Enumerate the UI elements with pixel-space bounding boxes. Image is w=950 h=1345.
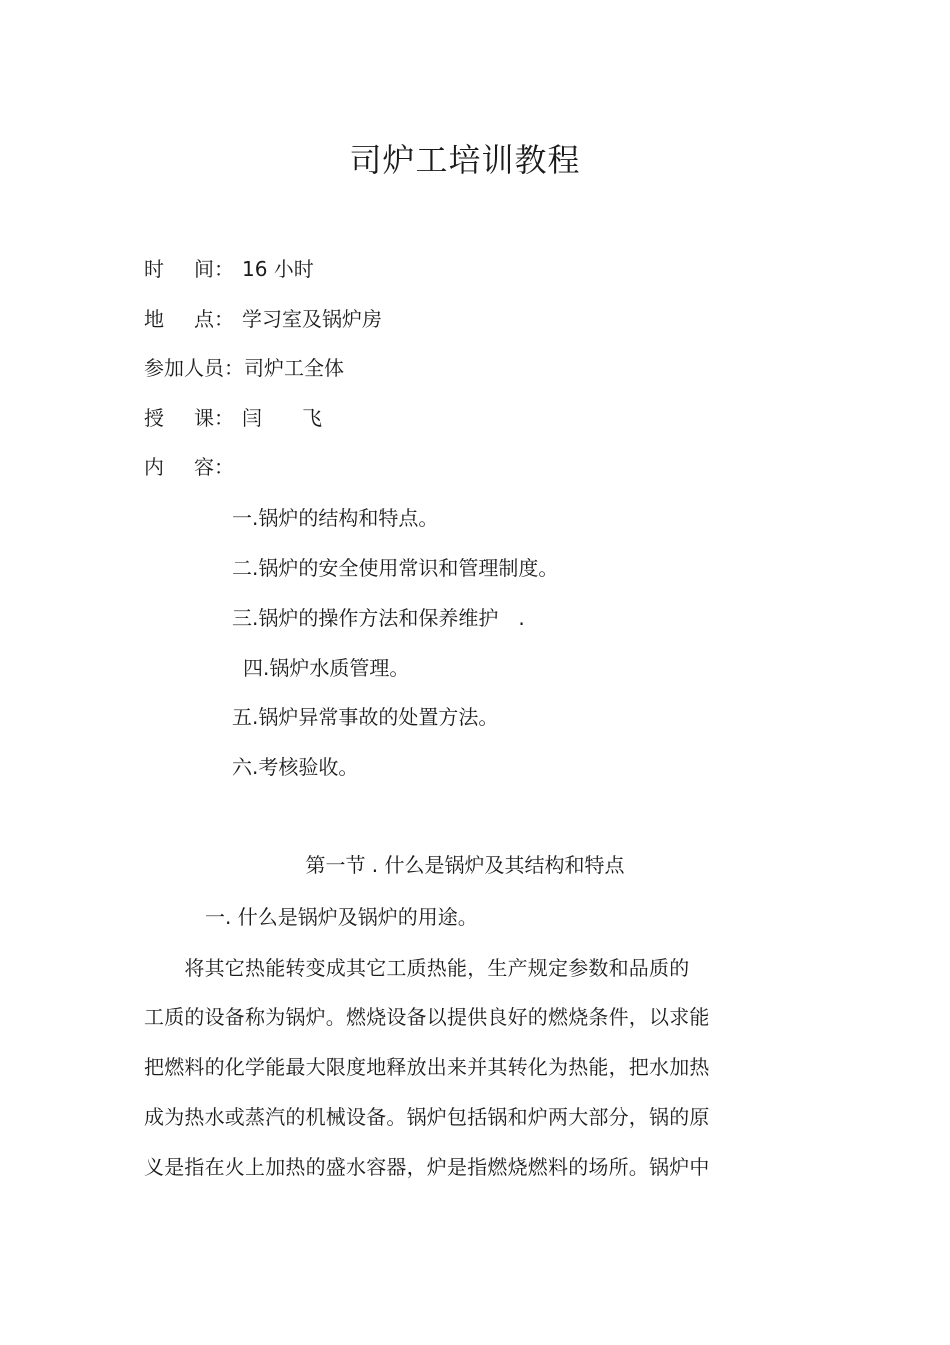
toc-item-3: 三.锅炉的操作方法和保养维护 .: [232, 606, 525, 630]
subheading: 一. 什么是锅炉及锅炉的用途。: [205, 905, 478, 929]
toc-item-6: 六.考核验收。: [232, 755, 359, 779]
paragraph-line-5: 义是指在火上加热的盛水容器，炉是指燃烧燃料的场所。锅炉中: [144, 1155, 710, 1179]
page-title: 司炉工培训教程: [349, 141, 581, 179]
paragraph-line-3: 把燃料的化学能最大限度地释放出来并其转化为热能，把水加热: [144, 1055, 710, 1079]
paragraph-line-4: 成为热水或蒸汽的机械设备。锅炉包括锅和炉两大部分，锅的原: [144, 1105, 710, 1129]
info-time: [144, 254, 314, 284]
toc-item-1: 一.锅炉的结构和特点。: [232, 506, 439, 530]
info-time-value: 16 小时: [242, 257, 314, 281]
info-participants-value: 司炉工全体: [244, 356, 344, 380]
info-place-value: 学习室及锅炉房: [242, 307, 382, 331]
info-place-label-a: 地: [144, 307, 164, 331]
info-place-label-b: 点：: [194, 307, 234, 331]
info-content-label: [144, 452, 234, 482]
toc-item-5: 五.锅炉异常事故的处置方法。: [232, 705, 499, 729]
info-time-label-b: 间：: [194, 257, 234, 281]
info-time-label: [144, 254, 234, 284]
info-place-label: [144, 304, 234, 334]
paragraph-line-1: 将其它热能转变成其它工质热能，生产规定参数和品质的: [144, 956, 690, 980]
info-content-label-a: 内: [144, 455, 164, 479]
toc-item-4: 四.锅炉水质管理。: [243, 656, 410, 680]
info-participants-label: 参加人员：: [144, 356, 244, 380]
paragraph-line-2: 工质的设备称为锅炉。燃烧设备以提供良好的燃烧条件，以求能: [144, 1005, 710, 1029]
section-heading: 第一节 . 什么是锅炉及其结构和特点: [305, 853, 625, 877]
info-lecturer-value: 闫 飞: [242, 406, 322, 430]
info-place: [144, 304, 382, 334]
info-lecturer-label: [144, 403, 234, 433]
info-time-label-a: 时: [144, 257, 164, 281]
info-content-label-b: 容：: [194, 455, 234, 479]
info-lecturer-label-a: 授: [144, 406, 164, 430]
info-participants: [144, 353, 344, 383]
info-lecturer-label-b: 课：: [194, 406, 234, 430]
info-content: [144, 452, 234, 482]
toc-item-2: 二.锅炉的安全使用常识和管理制度。: [232, 556, 559, 580]
info-lecturer: [144, 403, 322, 433]
